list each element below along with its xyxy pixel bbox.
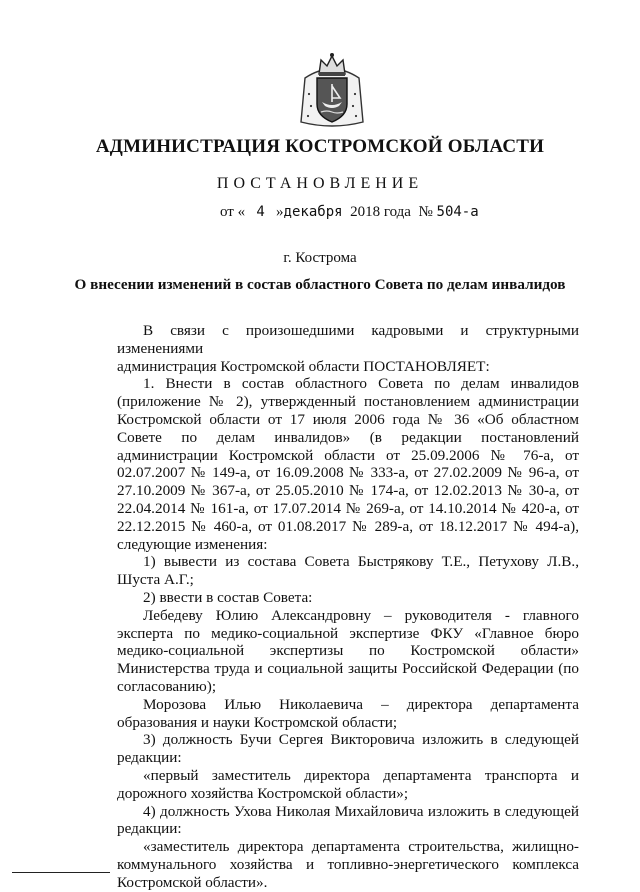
city: г. Кострома xyxy=(283,250,357,266)
document-body xyxy=(117,322,579,892)
coat-of-arms-icon xyxy=(297,50,367,130)
organization-title: АДМИНИСТРАЦИЯ КОСТРОМСКОЙ ОБЛАСТИ xyxy=(95,136,545,157)
number-prefix: № xyxy=(418,204,433,220)
date-month-sep: » xyxy=(276,204,284,220)
paragraph-item-1: 1. Внести в состав областного Совета по делам инвалидов (приложение № 2), утвержденный постановлением администрации Костромской области от 17 июля 2006 года № 36 «Об областном Совете по делам инвалидов» (в редакции постановлений администрации Костромской области от 25.09.2006 № 76-а, от 02.07.2007 № 149-а, от 16.09.2008 № 333-а, от 27.02.2009 № 96-а, от 27.10.2009 № 367-а, от 25.05.2010 № 174-а, от 12.02.2013 № 30-а, от 22.04.2014 № 161-а, от 17.07.2014 № 269-а, от 14.10.2014 № 420-а, от 22.12.2015 № 460-а, от 01.08.2017 № 289-а, от 18.12.2017 № 494-а), следующие изменения: xyxy=(117,375,579,553)
date-month: декабря xyxy=(283,204,343,220)
document-subject: О внесении изменений в состав областного Совета по делам инвалидов xyxy=(74,276,566,293)
document-number: 504-а xyxy=(436,204,479,220)
document-type: ПОСТАНОВЛЕНИЕ xyxy=(216,175,424,192)
date-year: 2018 года xyxy=(350,204,411,220)
paragraph-quote-4: «заместитель директора департамента строительства, жилищно-коммунального хозяйства и топливно-энергетического комплекса Костромской области». xyxy=(117,838,579,891)
date-day: 4 xyxy=(256,204,265,220)
document-dateline xyxy=(220,204,479,221)
paragraph-subitem-3: 3) должность Бучи Сергея Викторовича изложить в следующей редакции: xyxy=(117,731,579,767)
paragraph-subitem-2: 2) ввести в состав Совета: xyxy=(143,588,313,606)
footer-rule xyxy=(12,872,110,873)
paragraph-resolves: администрация Костромской области ПОСТАНОВЛЯЕТ: xyxy=(117,357,490,375)
paragraph-quote-3: «первый заместитель директора департамента транспорта и дорожного хозяйства Костромской области»; xyxy=(117,766,579,802)
paragraph-intro: В связи с произошедшими кадровыми и структурными изменениями xyxy=(117,322,579,357)
paragraph-subitem-4: 4) должность Ухова Николая Михайловича изложить в следующей редакции: xyxy=(117,802,579,838)
paragraph-member-morozov: Морозова Илью Николаевича – директора департамента образования и науки Костромской области; xyxy=(117,695,579,731)
paragraph-subitem-1: 1) вывести из состава Совета Быстрякову Т.Е., Петухову Л.В., Шуста А.Г.; xyxy=(117,553,579,589)
paragraph-member-lebedeva: Лебедеву Юлию Александровну – руководителя - главного эксперта по медико-социальной экспертизе ФКУ «Главное бюро медико-социальной экспертизы по Костромской области» Министерства труда и социальной защиты Российской Федерации (по согласованию); xyxy=(117,606,579,695)
date-prefix: от « xyxy=(220,204,246,220)
